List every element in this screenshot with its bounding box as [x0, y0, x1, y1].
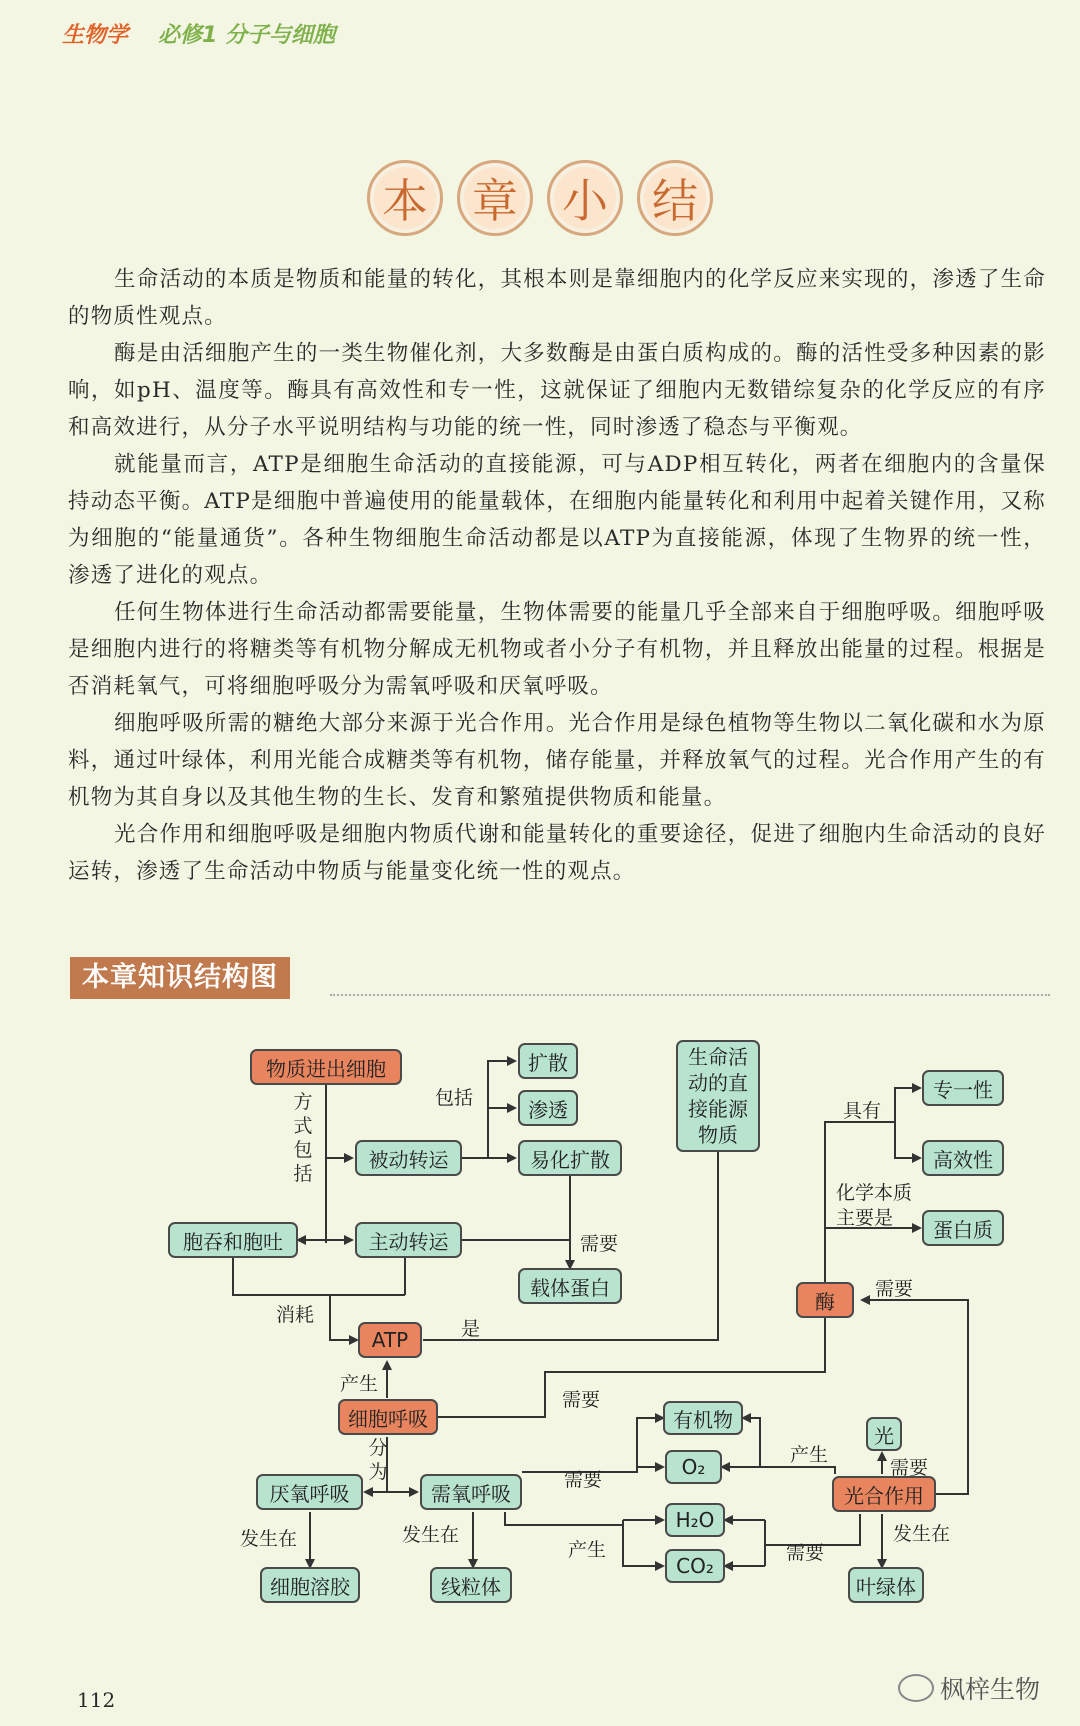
node-wuzhi: 物质进出细胞 — [250, 1049, 402, 1085]
node-yanyang: 厌氧呼吸 — [256, 1474, 363, 1510]
label-baokuo: 包括 — [435, 1087, 474, 1109]
node-beidong: 被动转运 — [355, 1140, 462, 1176]
paragraph-5: 细胞呼吸所需的糖绝大部分来源于光合作用。光合作用是绿色植物等生物以二氧化碳和水为原料，通过叶绿体，利用光能合成糖类等有机物，储存能量，并释放氧气的过程。光合作用产生的有机物为其自身以及其他生物的生长、发育和繁殖提供物质和能量。 — [68, 711, 1046, 810]
node-h2o: H₂O — [665, 1503, 725, 1537]
paragraph-2: 酶是由活细胞产生的一类生物催化剂，大多数酶是由蛋白质构成的。酶的活性受多种因素的影响，如pH、温度等。酶具有高效性和专一性，这就保证了细胞内无数错综复杂的化学反应的有序和高效进行，从分子水平说明结构与功能的统一性，同时渗透了稳态与平衡观。 — [68, 341, 1046, 440]
node-baotun: 胞吞和胞吐 — [168, 1222, 298, 1258]
node-guanghe: 光合作用 — [832, 1476, 936, 1512]
label-huaxue: 化学本质 — [836, 1182, 913, 1204]
node-kuosan: 扩散 — [518, 1043, 578, 1079]
label-chansheng-1: 产生 — [340, 1373, 379, 1395]
label-xuyao-4: 需要 — [564, 1469, 603, 1491]
title-char-1: 本 — [367, 160, 443, 236]
label-fenwei: 分为 — [368, 1437, 388, 1483]
book-subtitle: 必修1 分子与细胞 — [158, 23, 335, 48]
title-char-4: 结 — [637, 160, 713, 236]
node-zhuanyi: 专一性 — [922, 1070, 1004, 1106]
node-gaoxiao: 高效性 — [922, 1140, 1004, 1176]
node-xianli: 线粒体 — [430, 1567, 512, 1603]
label-xuyao-2: 需要 — [875, 1278, 914, 1300]
node-yihua: 易化扩散 — [518, 1140, 622, 1176]
node-atp: ATP — [358, 1322, 422, 1358]
node-mei: 酶 — [796, 1282, 854, 1318]
node-zaiti: 载体蛋白 — [518, 1268, 622, 1304]
node-co2: CO₂ — [665, 1549, 725, 1583]
title-char-3: 小 — [547, 160, 623, 236]
label-zhuyao: 主要是 — [836, 1207, 894, 1229]
label-fashengzai-3: 发生在 — [893, 1523, 951, 1545]
node-yelv: 叶绿体 — [848, 1567, 924, 1603]
paragraph-4: 任何生物体进行生命活动都需要能量，生物体需要的能量几乎全部来自于细胞呼吸。细胞呼吸是细胞内进行的将糖类等有机物分解成无机物或者小分子有机物，并且释放出能量的过程。根据是否消耗氧气，可将细胞呼吸分为需氧呼吸和厌氧呼吸。 — [68, 600, 1046, 699]
label-fangshi: 方式包括 — [293, 1091, 313, 1185]
node-huxi: 细胞呼吸 — [338, 1399, 438, 1435]
label-shi: 是 — [461, 1318, 481, 1340]
paragraph-1: 生命活动的本质是物质和能量的转化，其根本则是靠细胞内的化学反应来实现的，渗透了生命的物质性观点。 — [68, 267, 1046, 329]
label-fashengzai-2: 发生在 — [402, 1524, 460, 1546]
paragraph-6: 光合作用和细胞呼吸是细胞内物质代谢和能量转化的重要途径，促进了细胞内生命活动的良好运转，渗透了生命活动中物质与能量变化统一性的观点。 — [68, 822, 1046, 884]
label-xuyao-6: 需要 — [786, 1542, 825, 1564]
node-shentou: 渗透 — [518, 1090, 578, 1126]
book-name: 生物学 — [62, 23, 129, 48]
paragraph-3: 就能量而言，ATP是细胞生命活动的直接能源，可与ADP相互转化，两者在细胞内的含量保持动态平衡。ATP是细胞中普遍使用的能量载体，在细胞内能量转化和利用中起着关键作用，又称为细胞的“能量通货”。各种生物细胞生命活动都是以ATP为直接能源，体现了生物界的统一性，渗透了进化的观点。 — [68, 452, 1046, 588]
node-zhudong: 主动转运 — [355, 1222, 462, 1258]
title-char-2: 章 — [457, 160, 533, 236]
node-youji: 有机物 — [663, 1401, 743, 1435]
node-danbai: 蛋白质 — [922, 1210, 1004, 1246]
node-o2: O₂ — [665, 1450, 722, 1484]
label-chansheng-3: 产生 — [568, 1539, 607, 1561]
watermark-text: 枫梓生物 — [940, 1675, 1041, 1704]
node-guang: 光 — [866, 1417, 902, 1451]
label-chansheng-2: 产生 — [790, 1444, 829, 1466]
label-xuyao-3: 需要 — [562, 1389, 601, 1411]
page-number: 112 — [77, 1688, 116, 1712]
label-xuyao-5: 需要 — [890, 1457, 929, 1479]
label-juyou: 具有 — [843, 1100, 882, 1122]
node-shengming: 生命活动的直接能源物质 — [676, 1040, 760, 1152]
label-fashengzai-1: 发生在 — [240, 1528, 298, 1550]
watermark — [898, 1670, 1040, 1706]
label-xiaohao: 消耗 — [276, 1304, 315, 1326]
label-xuyao-1: 需要 — [580, 1233, 619, 1255]
wechat-icon — [898, 1674, 934, 1702]
node-rongjiao: 细胞溶胶 — [260, 1567, 360, 1603]
section-title: 本章知识结构图 — [70, 957, 290, 999]
node-xuyang: 需氧呼吸 — [420, 1474, 522, 1510]
